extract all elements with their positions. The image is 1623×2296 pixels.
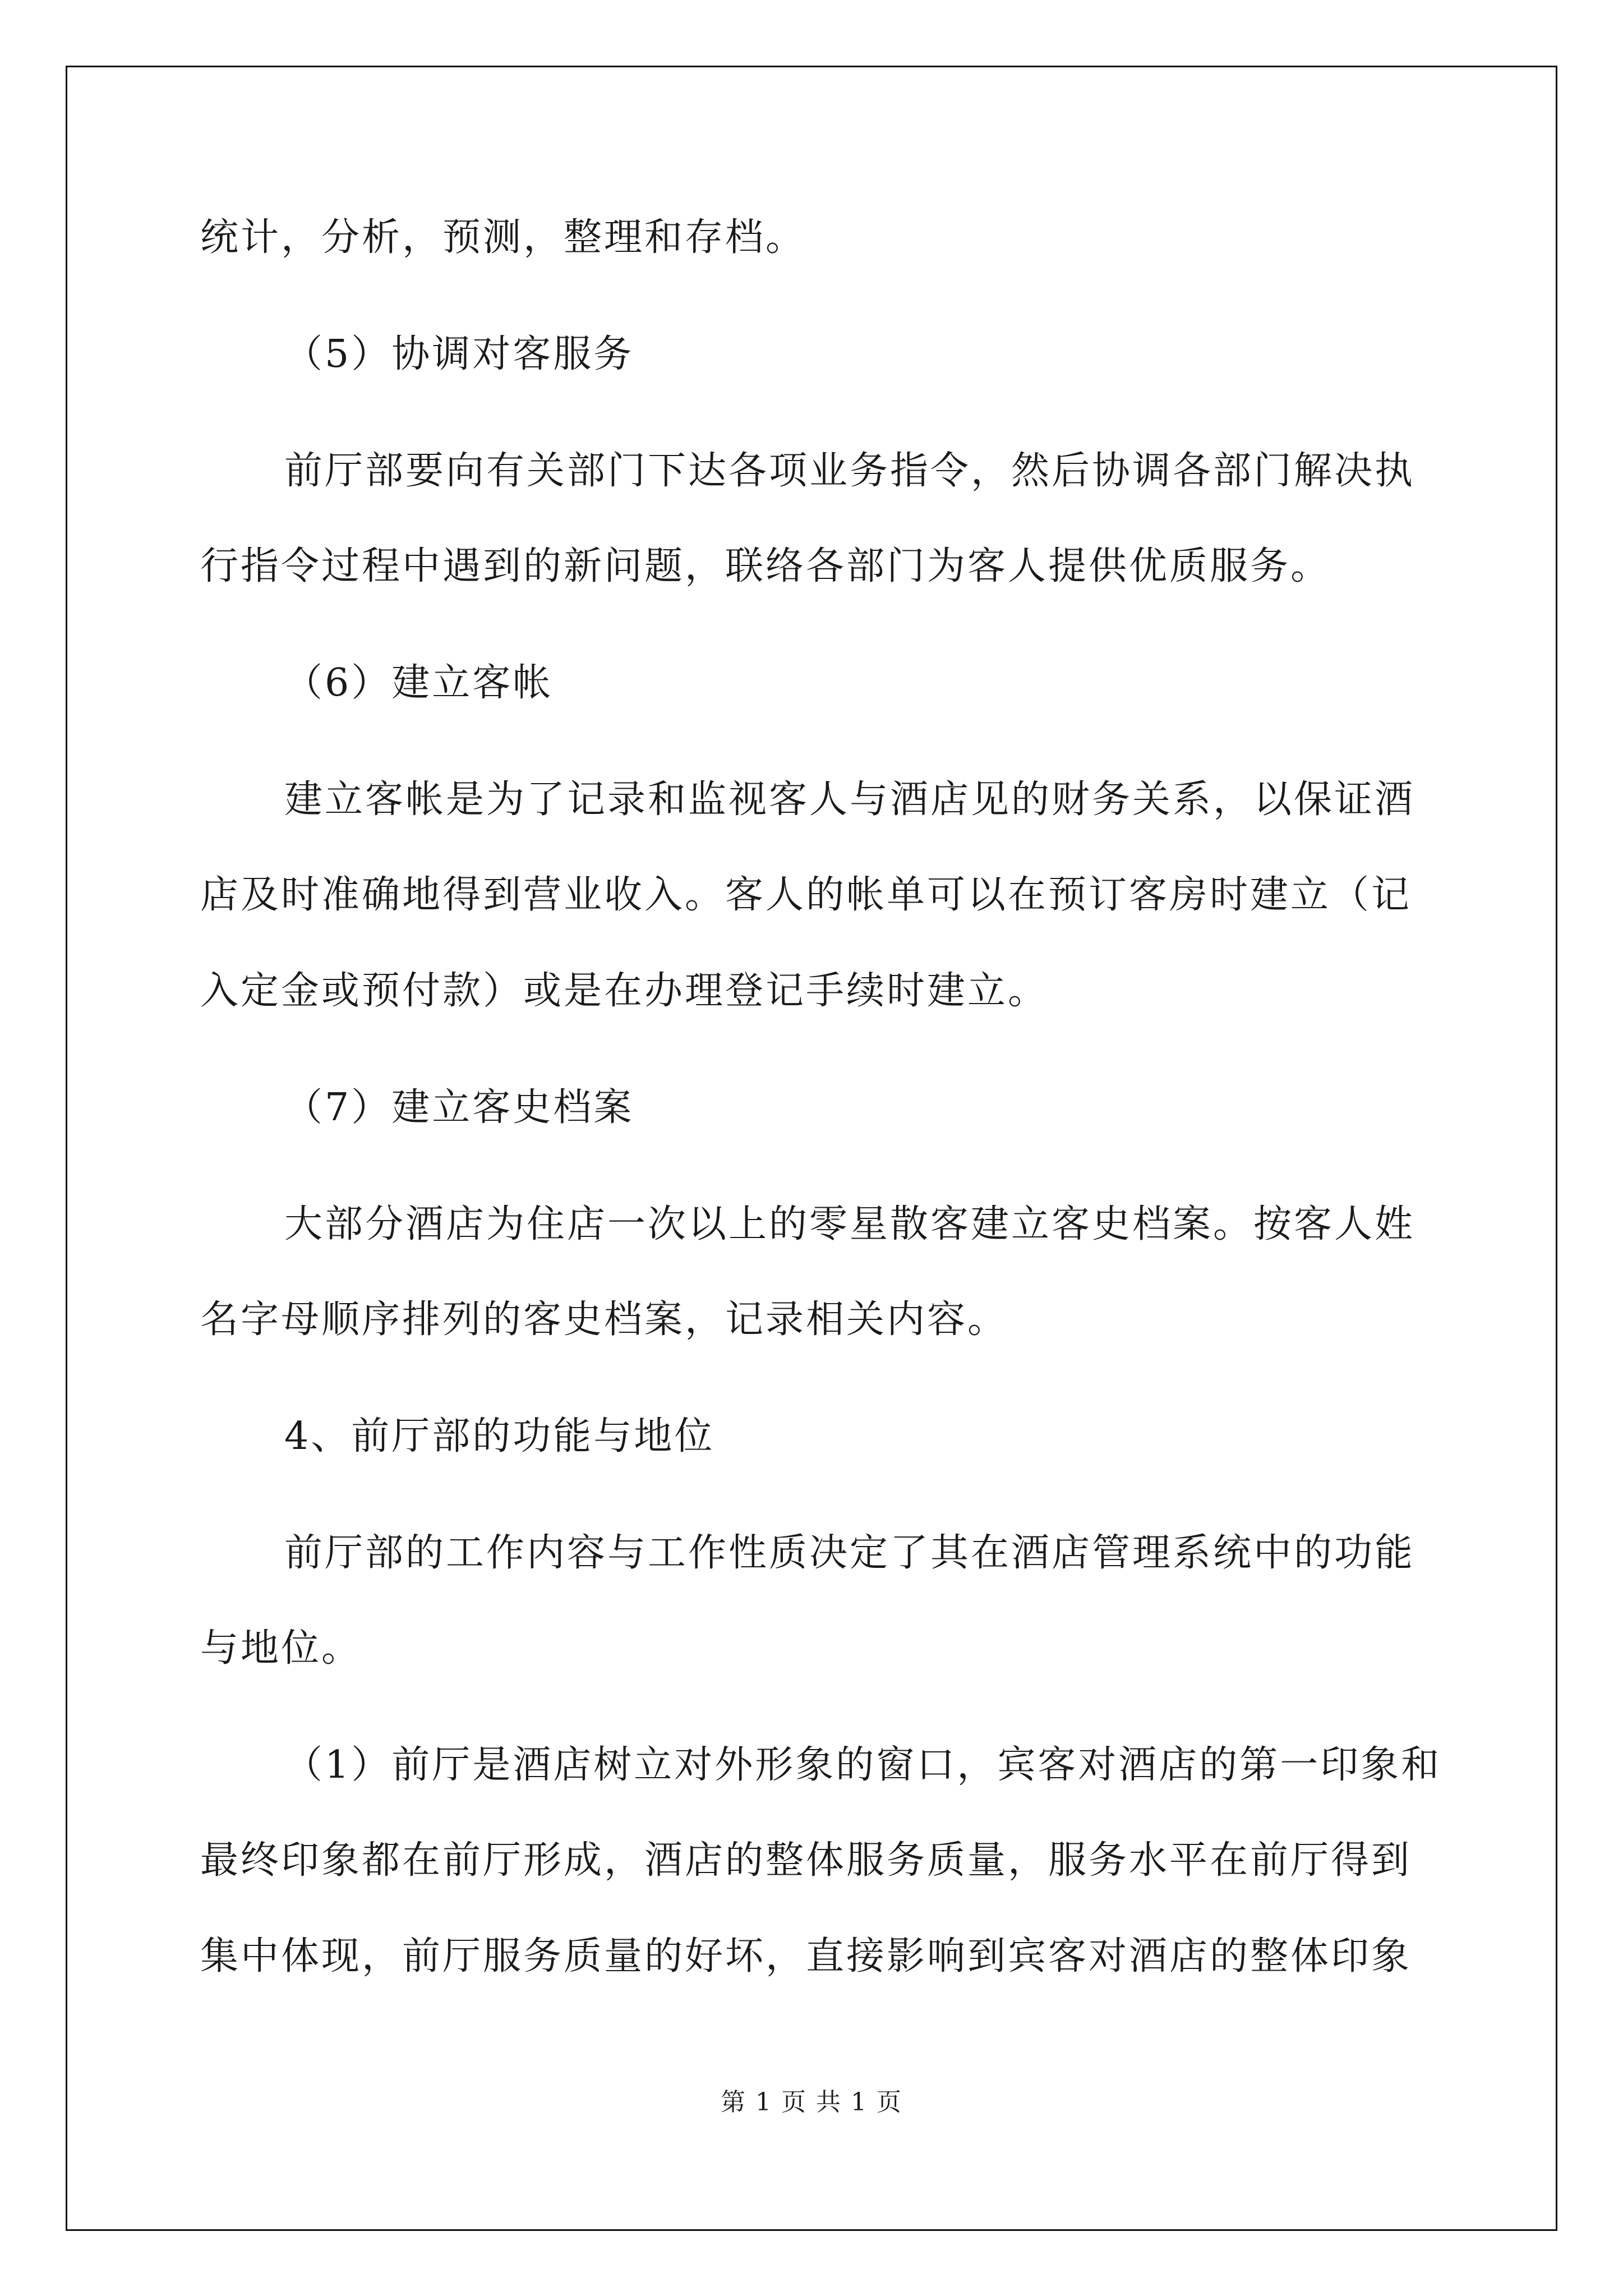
page-border bbox=[66, 66, 1557, 2231]
body-line: 集中体现，前厅服务质量的好坏，直接影响到宾客对酒店的整体印象 bbox=[200, 1934, 1412, 1978]
body-line: 前厅部的工作内容与工作性质决定了其在酒店管理系统中的功能 bbox=[284, 1531, 1415, 1575]
body-line: 名字母顺序排列的客史档案，记录相关内容。 bbox=[200, 1297, 1008, 1342]
body-line: 大部分酒店为住店一次以上的零星散客建立客史档案。按客人姓 bbox=[284, 1202, 1415, 1246]
body-line: （1）前厅是酒店树立对外形象的窗口，宾客对酒店的第一印象和 bbox=[284, 1743, 1442, 1787]
page-number: 第 1 页 共 1 页 bbox=[721, 2088, 902, 2116]
body-line: 统计，分析，预测，整理和存档。 bbox=[200, 215, 806, 260]
section-heading: （7）建立客史档案 bbox=[284, 1085, 634, 1130]
body-line: 与地位。 bbox=[200, 1626, 362, 1671]
section-heading: 4、前厅部的功能与地位 bbox=[284, 1414, 715, 1458]
body-line: 入定金或预付款）或是在办理登记手续时建立。 bbox=[200, 969, 1049, 1013]
body-line: 最终印象都在前厅形成，酒店的整体服务质量，服务水平在前厅得到 bbox=[200, 1838, 1412, 1883]
body-line: 建立客帐是为了记录和监视客人与酒店见的财务关系，以保证酒 bbox=[284, 777, 1415, 822]
body-line: 店及时准确地得到营业收入。客人的帐单可以在预订客房时建立（记 bbox=[200, 873, 1412, 917]
body-line: 行指令过程中遇到的新问题，联络各部门为客人提供优质服务。 bbox=[200, 544, 1331, 588]
body-line: 前厅部要向有关部门下达各项业务指令，然后协调各部门解决执 bbox=[284, 449, 1415, 493]
section-heading: （5）协调对客服务 bbox=[284, 332, 634, 376]
section-heading: （6）建立客帐 bbox=[284, 661, 554, 705]
